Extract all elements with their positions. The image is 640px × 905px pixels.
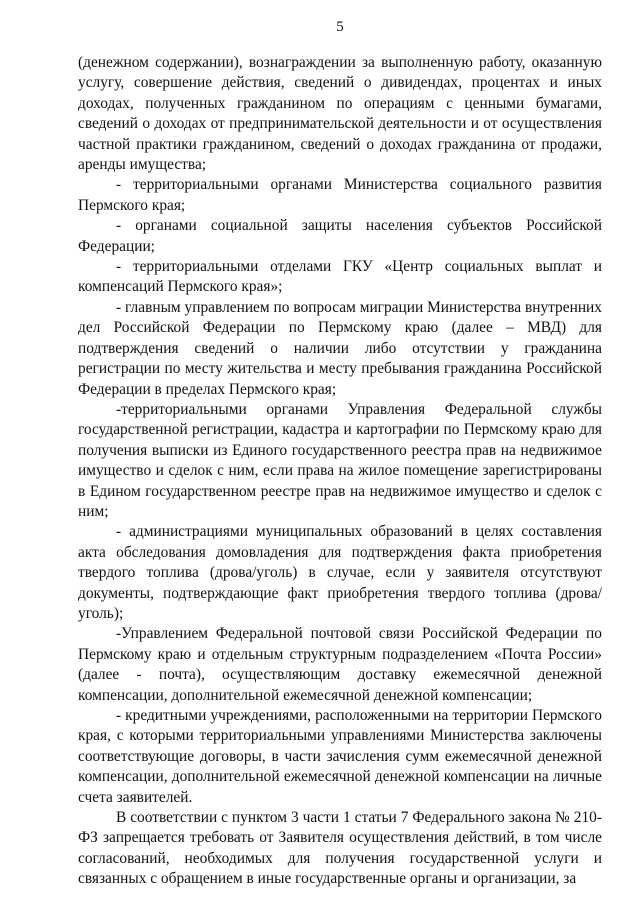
list-item-municipal-admin: - администрациями муниципальных образований в целях составления акта обследования домовладения для подтверждения факта приобретения твердого топлива (дрова/уголь) в случае, если у заявителя отсутствуют документы, подтверждающие факт приобретения твердого топлива (дрова/уголь); [78, 523, 602, 622]
list-item-social-protection: - органами социальной защиты населения субъектов Российской Федерации; [78, 217, 602, 255]
list-item-social-development: - территориальными органами Министерства социального развития Пермского края; [78, 176, 602, 214]
page-number: 5 [336, 19, 344, 35]
list-item-post: -Управлением Федеральной почтовой связи Российской Федерации по Пермскому краю и отдельным структурным подразделением «Почта России» (далее - почта), осуществляющим доставку ежемесячной денежной компенсации, дополнительной ежемесячной денежной компенсации; [78, 625, 602, 704]
paragraph-federal-law: В соответствии с пунктом 3 части 1 статьи 7 Федерального закона № 210-ФЗ запрещается требовать от Заявителя осуществления действий, в том числе согласований, необходимых для получения государственной услуги и связанных с обращением в иные государственные органы и организации, за [78, 809, 602, 888]
list-item-rosreestr: -территориальными органами Управления Федеральной службы государственной регистрации, кадастра и картографии по Пермскому краю для получения выписки из Единого государственного реестра прав на недвижимое имущество и сделок с ним, если права на жилое помещение зарегистрированы в Едином государственном реестре прав на недвижимое имущество и сделок с ним; [78, 400, 602, 520]
document-body [78, 53, 602, 890]
list-item-migration: - главным управлением по вопросам миграции Министерства внутренних дел Российской Федерации по Пермскому краю (далее – МВД) для подтверждения сведений о наличии либо отсутствии у гражданина регистрации по месту жительства и месту пребывания гражданина Российской Федерации в пределах Пермского края; [78, 298, 602, 398]
list-item-payment-center: - территориальными отделами ГКУ «Центр социальных выплат и компенсаций Пермского края»; [78, 258, 602, 296]
list-item-credit-institutions: - кредитными учреждениями, расположенными на территории Пермского края, с которыми территориальными управлениями Министерства заключены соответствующие договоры, в части зачисления сумм ежемесячной денежной компенсации, дополнительной ежемесячной денежной компенсации на личные счета заявителей. [78, 707, 602, 806]
paragraph-income-details: (денежном содержании), вознаграждении за выполненную работу, оказанную услугу, совершение действия, сведений о дивидендах, процентах и иных доходах, полученных гражданином по операциям с ценными бумагами, сведений о доходах от предпринимательской деятельности и от осуществления частной практики гражданином, сведений о доходах гражданина от продажи, аренды имущества; [78, 54, 602, 174]
